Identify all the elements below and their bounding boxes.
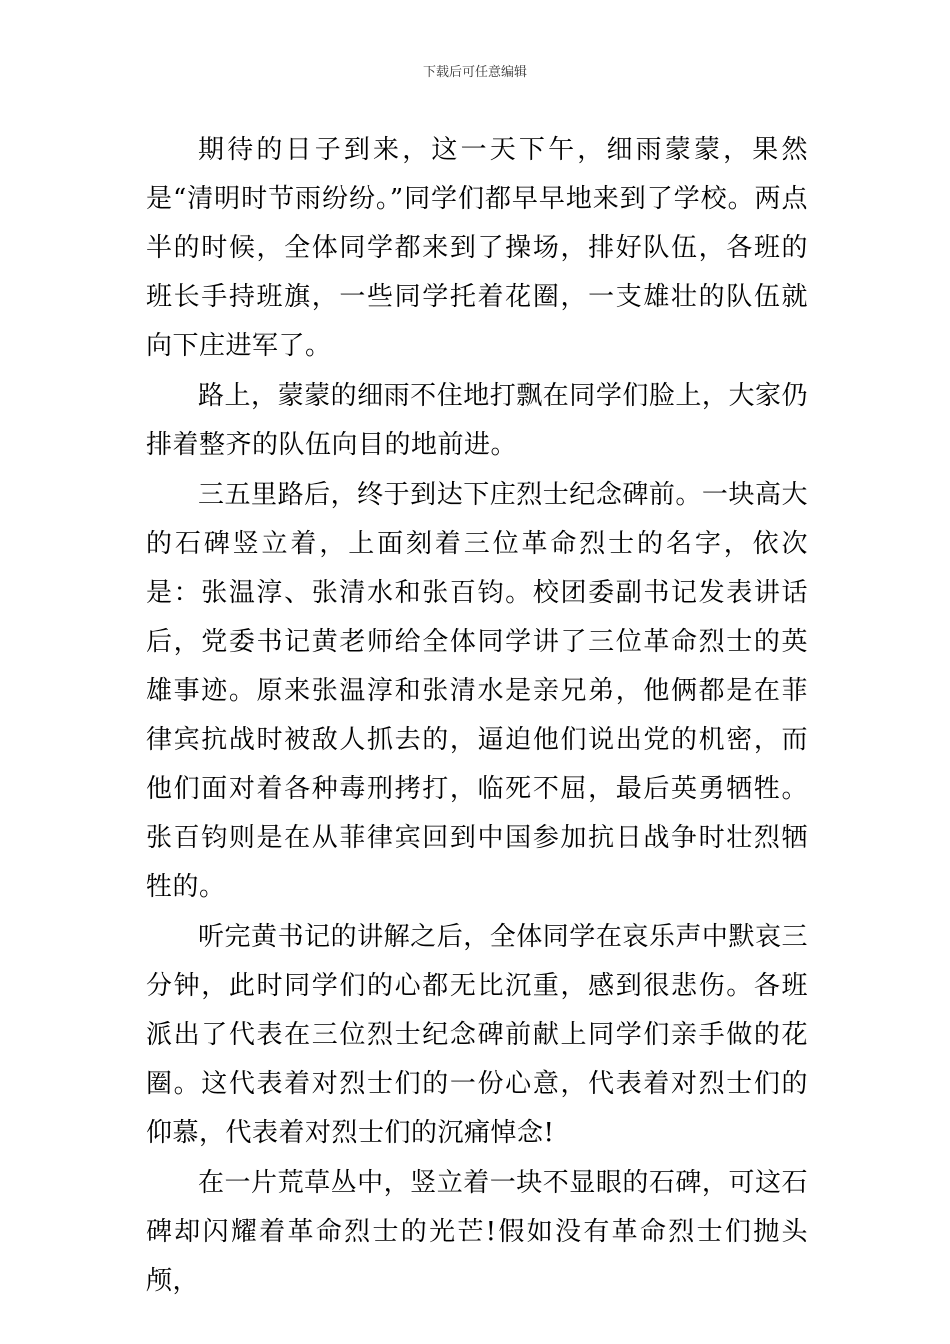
paragraph-5: 在一片荒草丛中，竖立着一块不显眼的石碑，可这石碑却闪耀着革命烈士的光芒!假如没有革命烈士们抛头颅， (146, 1168, 808, 1296)
paragraph-3: 三五里路后，终于到达下庄烈士纪念碑前。一块高大的石碑竖立着，上面刻着三位革命烈士的名字，依次是：张温淳、张清水和张百钧。校团委副书记发表讲话后，党委书记黄老师给全体同学讲了三位革命烈士的英雄事迹。原来张温淳和张清水是亲兄弟，他俩都是在菲律宾抗战时被敌人抓去的，逼迫他们说出党的机密，而他们面对着各种毒刑拷打，临死不屈，最后英勇牺牲。张百钧则是在从菲律宾回到中国参加抗日战争时壮烈牺牲的。 (146, 480, 808, 902)
paragraph-1: 期待的日子到来，这一天下午，细雨蒙蒙，果然是“清明时节雨纷纷。”同学们都早早地来到了学校。两点半的时候，全体同学都来到了操场，排好队伍，各班的班长手持班旗，一些同学托着花圈，一支雄壮的队伍就向下庄进军了。 (146, 135, 808, 361)
document-body (146, 126, 808, 1307)
page-header: 下载后可任意编辑 (422, 65, 527, 80)
paragraph-2: 路上，蒙蒙的细雨不住地打飘在同学们脸上，大家仍排着整齐的队伍向目的地前进。 (146, 381, 808, 460)
paragraph-4: 听完黄书记的讲解之后，全体同学在哀乐声中默哀三分钟，此时同学们的心都无比沉重，感到很悲伤。各班派出了代表在三位烈士纪念碑前献上同学们亲手做的花圈。这代表着对烈士们的一份心意，代表着对烈士们的仰慕，代表着对烈士们的沉痛悼念! (146, 922, 808, 1148)
